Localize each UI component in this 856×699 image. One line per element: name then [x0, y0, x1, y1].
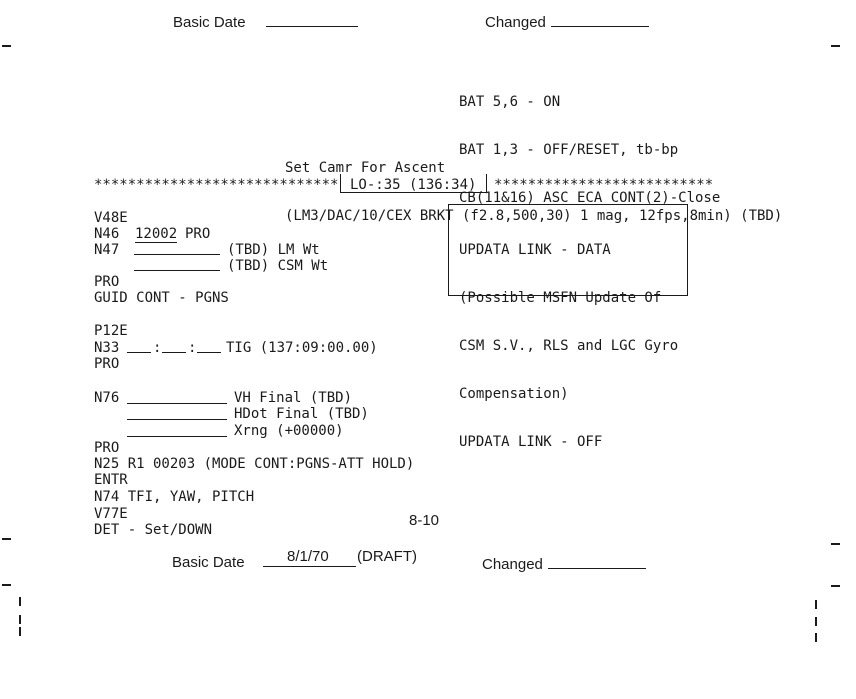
p12e-line: P12E — [94, 323, 128, 339]
updata-line-2: (Possible MSFN Update Of — [459, 290, 662, 306]
camera-line-2: (LM3/DAC/10/CEX BRKT (f2.8,500,30) 1 mag, 12fps,8min) (TBD) — [285, 208, 783, 224]
n46-pro: PRO — [185, 226, 211, 242]
edge-tick-left-v3 — [19, 627, 21, 636]
edge-tick-right-bottom — [831, 585, 840, 587]
header-basic-date-label: Basic Date — [173, 14, 246, 31]
updata-line-3: CSM S.V., RLS and LGC Gyro — [459, 338, 679, 354]
header-basic-date-blank — [266, 13, 358, 27]
timeline-stars-left: ***************************** — [94, 177, 339, 193]
n25-line: N25 R1 00203 (MODE CONT:PGNS-ATT HOLD) — [94, 456, 415, 472]
vh-final-blank — [127, 390, 227, 404]
n47-label: N47 — [94, 242, 120, 258]
csm-wt-label: (TBD) CSM Wt — [227, 258, 329, 274]
v77e-line: V77E — [94, 506, 128, 522]
edge-tick-right-mid — [831, 543, 840, 545]
edge-tick-left-mid — [2, 538, 11, 540]
lm-wt-label: (TBD) LM Wt — [227, 242, 320, 258]
edge-tick-right-v3 — [815, 633, 817, 642]
pro-line-3: PRO — [94, 440, 120, 456]
status-line-bat56: BAT 5,6 - ON — [459, 94, 561, 110]
n74-line: N74 TFI, YAW, PITCH — [94, 489, 255, 505]
pro-line-2: PRO — [94, 356, 120, 372]
footer-basic-date-label: Basic Date — [172, 554, 245, 571]
guid-cont-line: GUID CONT - PGNS — [94, 290, 229, 306]
tig-value: TIG (137:09:00.00) — [226, 340, 378, 356]
hdot-final-blank — [127, 406, 227, 420]
hdot-final-label: HDot Final (TBD) — [234, 406, 369, 422]
xrng-blank — [127, 423, 227, 437]
edge-tick-left-v2 — [19, 615, 21, 624]
status-line-bat13: BAT 1,3 - OFF/RESET, tb-bp — [459, 142, 679, 158]
pro-line-1: PRO — [94, 274, 120, 290]
header-changed-blank — [551, 13, 649, 27]
entr-line: ENTR — [94, 472, 128, 488]
det-line: DET - Set/DOWN — [94, 522, 213, 538]
footer-changed-blank — [548, 555, 646, 569]
edge-tick-right-v1 — [815, 600, 817, 609]
vh-final-label: VH Final (TBD) — [234, 390, 353, 406]
n33-mm-blank — [162, 339, 186, 353]
updata-box-text — [459, 210, 678, 466]
csm-wt-blank — [134, 257, 220, 271]
camera-line-1: Set Camr For Ascent — [285, 160, 446, 176]
edge-tick-left-bottom — [2, 584, 11, 586]
n46-label: N46 — [94, 226, 120, 242]
updata-line-5: UPDATA LINK - OFF — [459, 434, 603, 450]
timeline-marker: LO-:35 (136:34) — [350, 177, 477, 193]
edge-tick-right-top — [831, 45, 840, 47]
n33-hh-blank — [127, 339, 151, 353]
footer-basic-date-value: 8/1/70 — [287, 548, 329, 565]
v48e-line: V48E — [94, 210, 128, 226]
timeline-stars-right: ************************** — [494, 177, 714, 193]
n33-colon-2: : — [188, 340, 197, 356]
lm-wt-blank — [134, 241, 220, 255]
edge-tick-left-top — [2, 45, 11, 47]
n33-colon-1: : — [153, 340, 162, 356]
edge-tick-left-v1 — [19, 597, 21, 606]
page-number: 8-10 — [409, 512, 440, 529]
xrng-label: Xrng (+00000) — [234, 423, 344, 439]
edge-tick-right-v2 — [815, 617, 817, 626]
status-line-cb: CB(11&16) ASC ECA CONT(2)-Close — [459, 190, 721, 206]
n33-label: N33 — [94, 340, 120, 356]
footer-draft-label: (DRAFT) — [357, 548, 417, 565]
n33-ss-blank — [197, 339, 221, 353]
header-changed-label: Changed — [485, 14, 546, 31]
footer-changed-label: Changed — [482, 556, 543, 573]
n46-value: 12002 — [135, 226, 178, 242]
timeline-marker-frame — [340, 174, 487, 193]
updata-line-4: Compensation) — [459, 386, 569, 402]
n76-label: N76 — [94, 390, 120, 406]
updata-line-1: UPDATA LINK - DATA — [459, 242, 611, 258]
